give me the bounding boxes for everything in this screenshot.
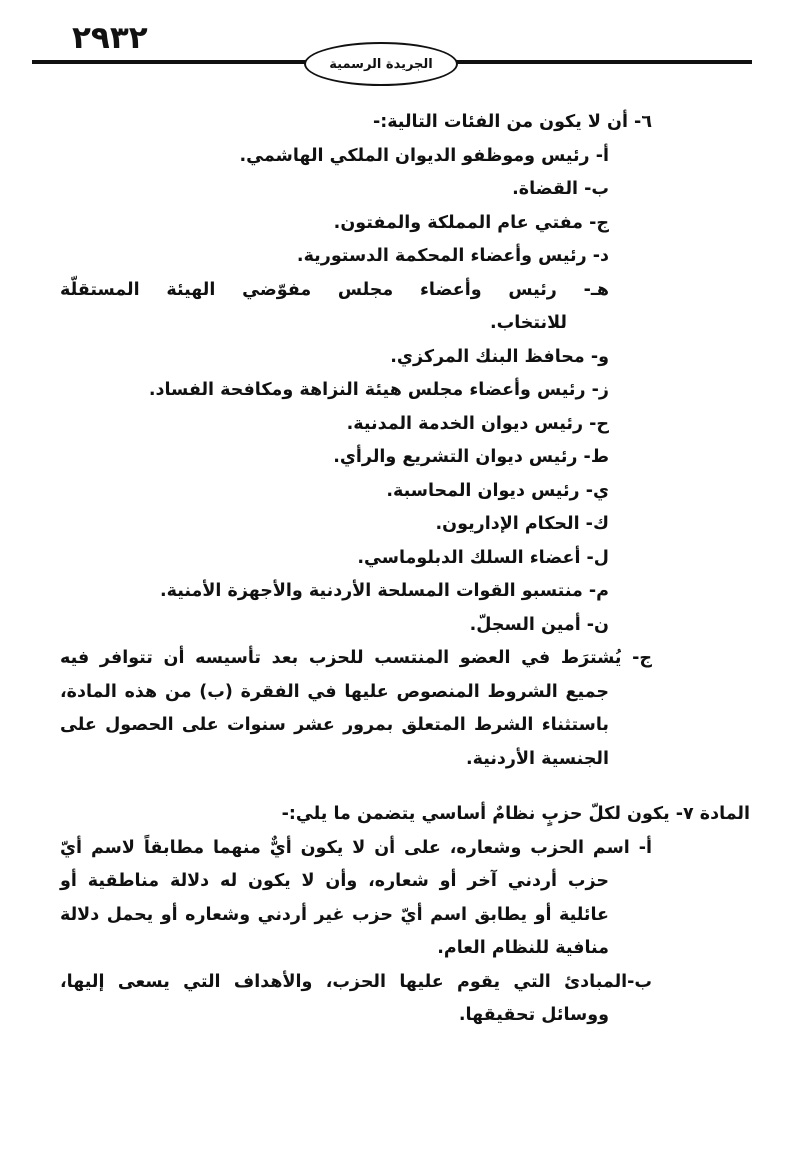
text-line: و- محافظ البنك المركزي.: [390, 346, 609, 367]
text-line: المادة ٧- يكون لكلّ حزبٍ نظامٌ أساسي يتضمن ما يلي:-: [281, 804, 750, 824]
text-line: ب- القضاة.: [512, 179, 609, 199]
text-line: ي- رئيس ديوان المحاسبة.: [386, 480, 609, 501]
text-line: ز- رئيس وأعضاء مجلس هيئة النزاهة ومكافحة الفساد.: [148, 380, 609, 400]
text-line: ل- أعضاء السلك الدبلوماسي.: [357, 547, 609, 568]
text-line: للانتخاب.: [490, 313, 567, 333]
masthead-title: الجريدة الرسمية: [304, 42, 458, 86]
page-number: ٢٩٣٢: [72, 20, 148, 56]
text-line: ح- رئيس ديوان الخدمة المدنية.: [346, 413, 609, 434]
document-body: [60, 106, 750, 1033]
text-line: م- منتسبو القوات المسلحة الأردنية والأجهزة الأمنية.: [159, 581, 609, 601]
text-line: ٦- أن لا يكون من الفئات التالية:-: [372, 112, 652, 132]
paragraph-gap: [60, 776, 750, 798]
text-line: جميع الشروط المنصوص عليها في الفقرة (ب) من هذه المادة،: [60, 681, 609, 702]
text-line: ب-المبادئ التي يقوم عليها الحزب، والأهداف التي يسعى إليها،: [60, 971, 652, 992]
text-line: منافية للنظام العام.: [437, 938, 609, 958]
text-line: هـ- رئيس وأعضاء مجلس مفوّضي الهيئة المستقلّة: [60, 279, 609, 300]
text-line: ك- الحكام الإداريون.: [435, 514, 609, 534]
text-line: أ- اسم الحزب وشعاره، على أن لا يكون أيٌّ منهما مطابقاً لاسم أيّ: [60, 837, 652, 858]
text-line: باستثناء الشرط المتعلق بمرور عشر سنوات على الحصول على: [60, 715, 609, 735]
text-line: د- رئيس وأعضاء المحكمة الدستورية.: [296, 246, 609, 266]
text-line: حزب أردني آخر أو شعاره، وأن لا يكون له دلالة مناطقية أو: [60, 871, 609, 891]
text-line: عائلية أو يطابق اسم أيّ حزب غير أردني وشعاره أو يحمل دلالة: [60, 904, 609, 925]
text-line: ووسائل تحقيقها.: [458, 1005, 609, 1025]
text-line: ن- أمين السجلّ.: [469, 614, 609, 635]
text-line: الجنسية الأردنية.: [465, 748, 609, 769]
text-line: ط- رئيس ديوان التشريع والرأي.: [333, 447, 609, 467]
text-line: أ- رئيس وموظفو الديوان الملكي الهاشمي.: [239, 145, 609, 166]
text-line: ج- يُشترَط في العضو المنتسب للحزب بعد تأسيسه أن تتوافر فيه: [60, 648, 652, 668]
text-line: ج- مفتي عام المملكة والمفتون.: [333, 212, 609, 233]
